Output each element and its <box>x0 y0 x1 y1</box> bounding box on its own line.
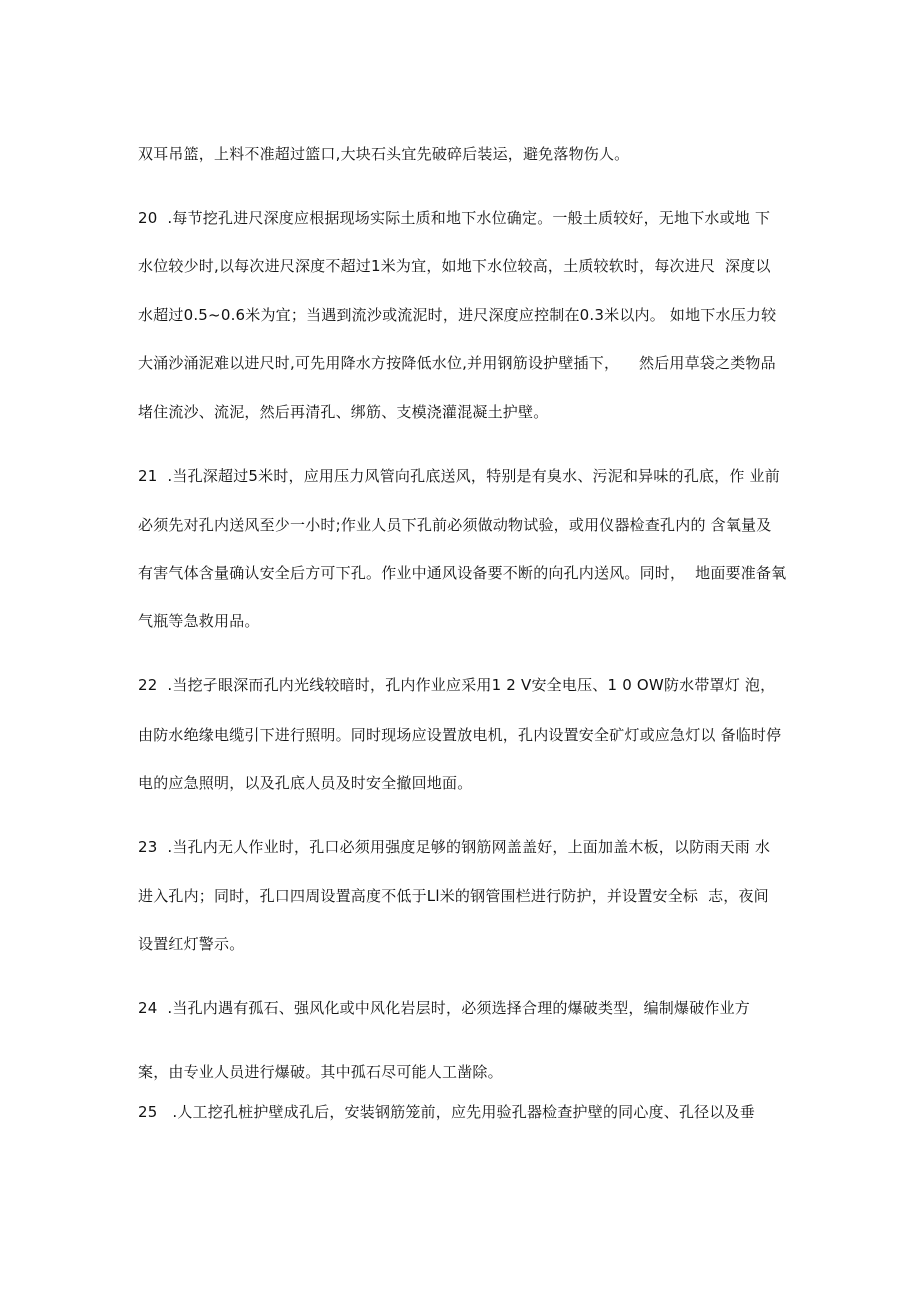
text-line: 由防水绝缘电缆引下进行照明。同时现场应设置放电机，孔内设置安全矿灯或应急灯以 备临时停 <box>138 726 782 744</box>
text-line: 必须先对孔内送风至少一小时;作业人员下孔前必须做动物试验，或用仪器检查孔内的 含氧量及 <box>138 516 772 534</box>
text-line: 20 .每节挖孔进尺深度应根据现场实际土质和地下水位确定。一般土质较好，无地下水或地 下 <box>138 209 771 227</box>
text-line: 电的应急照明，以及孔底人员及时安全撤回地面。 <box>138 774 473 792</box>
text-line: 水超过0.5~0.6米为宜；当遇到流沙或流泥时，进尺深度应控制在0.3米以内。 如地下水压力较 <box>138 306 777 324</box>
text-line: 21 .当孔深超过5米时，应用压力风管向孔底送风，特别是有臭水、污泥和异味的孔底，作 业前 <box>138 467 780 485</box>
text-line: 24 .当孔内遇有孤石、强风化或中风化岩层时，必须选择合理的爆破类型，编制爆破作业方 <box>138 999 750 1017</box>
text-line: 双耳吊篮，上料不准超过篮口,大块石头宜先破碎后装运，避免落物伤人。 <box>138 145 630 163</box>
text-line: 水位较少时,以每次进尺深度不超过1米为宜，如地下水位较高，土质较软时，每次进尺 深度以 <box>138 257 771 275</box>
text-line: 进入孔内；同时，孔口四周设置高度不低于Ll米的钢管围栏进行防护，并设置安全标 志，夜间 <box>138 887 769 905</box>
text-line: 堵住流沙、流泥，然后再清孔、绑筋、支模浇灌混凝土护壁。 <box>138 403 549 421</box>
text-line: 25 .人工挖孔桩护壁成孔后，安装钢筋笼前，应先用验孔器检查护壁的同心度、孔径以及垂 <box>138 1103 755 1121</box>
text-line: 设置红灯警示。 <box>138 935 245 953</box>
text-line: 案，由专业人员进行爆破。其中孤石尽可能人工凿除。 <box>138 1063 503 1081</box>
text-line: 大涌沙涌泥难以进尺时,可先用降水方按降低水位,并用钢筋设护壁插下， 然后用草袋之类物品 <box>138 354 776 372</box>
text-line: 22 .当挖孑眼深而孔内光线较暗时，孔内作业应采用1 2 V安全电压、1 0 OW防水带罩灯 泡， <box>138 676 776 694</box>
text-line: 有害气体含量确认安全后方可下孔。作业中通风设备要不断的向孔内送风。同时， 地面要准备氧 <box>138 564 787 582</box>
text-line: 气瓶等急救用品。 <box>138 612 260 630</box>
text-line: 23 .当孔内无人作业时，孔口必须用强度足够的钢筋网盖盖好，上面加盖木板，以防雨天雨 水 <box>138 838 771 856</box>
